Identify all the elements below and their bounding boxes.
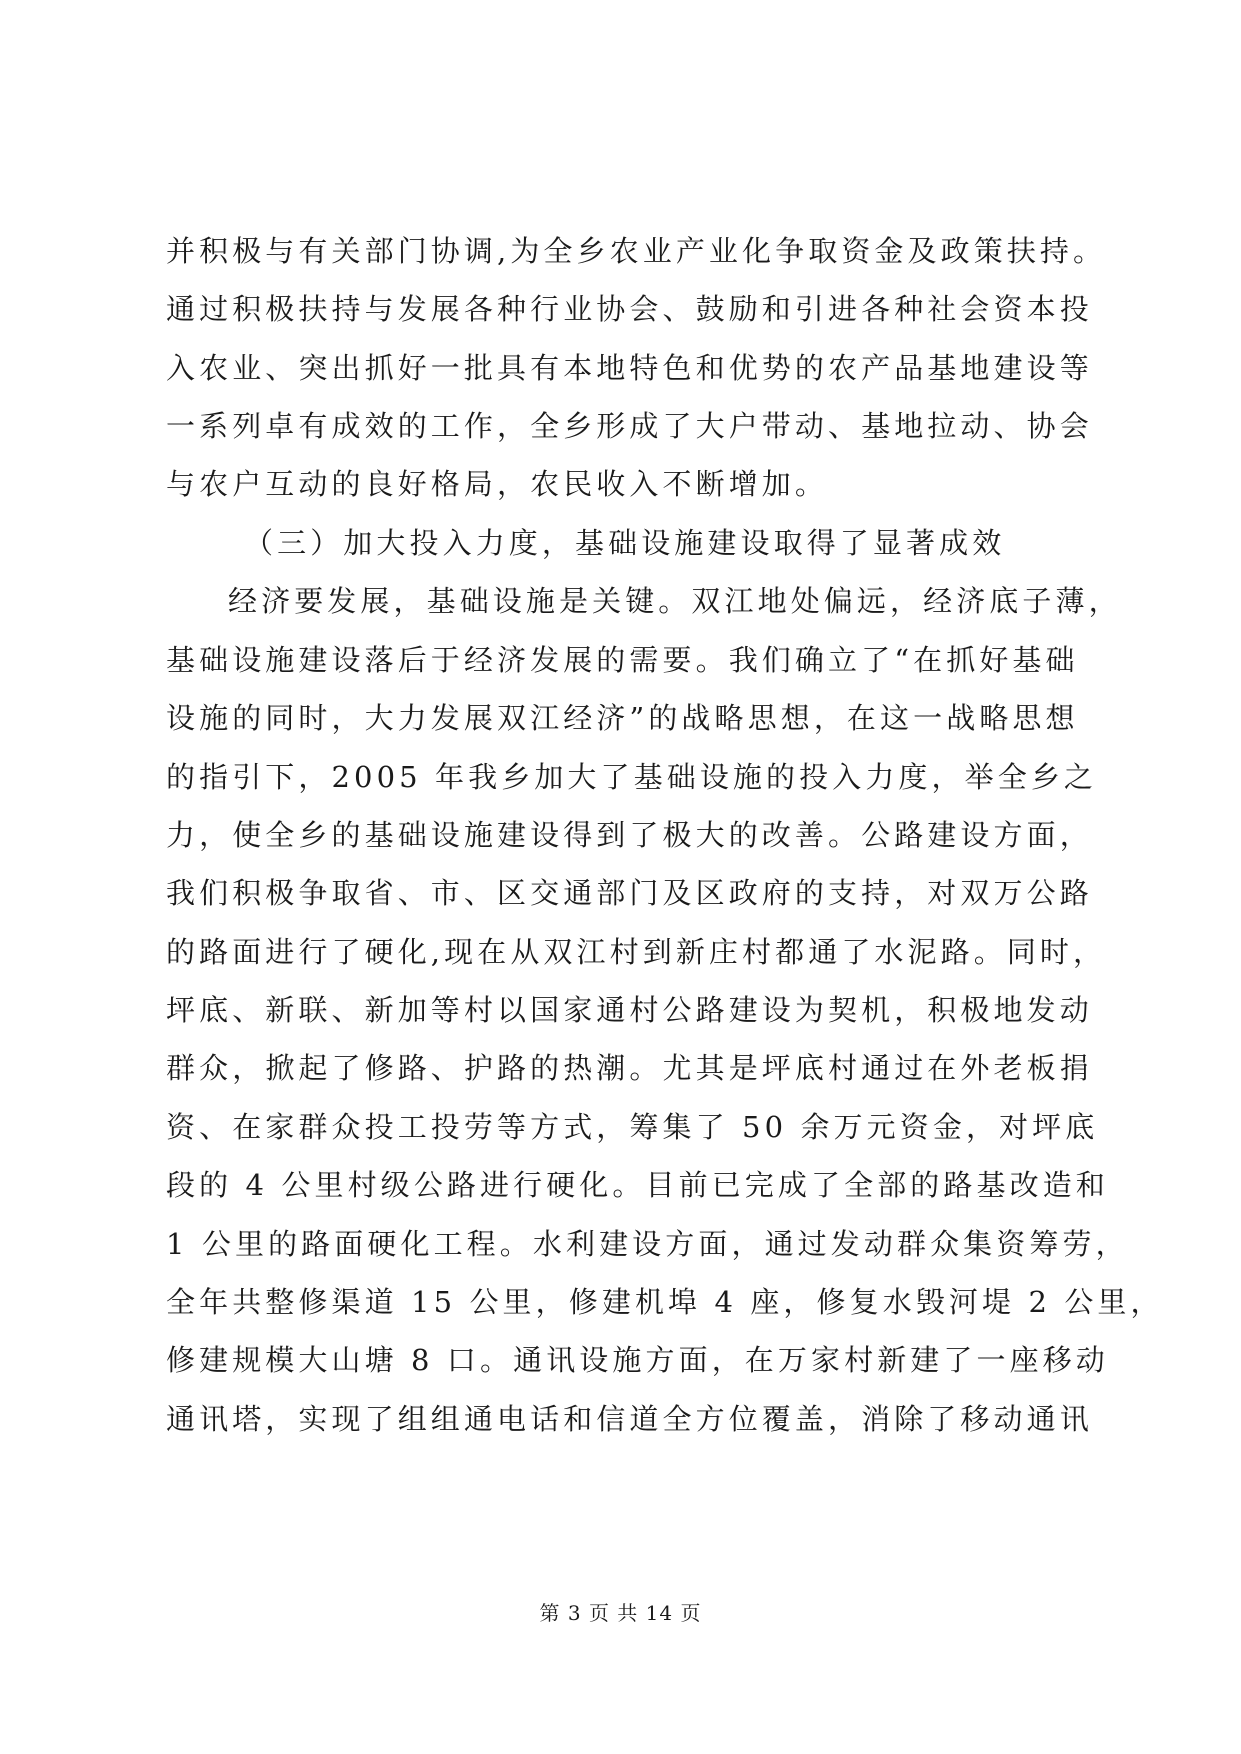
text-line: 的路面进行了硬化,现在从双江村到新庄村都通了水泥路。同时， [166, 935, 1107, 969]
text-line: 力，使全乡的基础设施建设得到了极大的改善。公路建设方面， [166, 818, 1093, 852]
text-line: 的指引下，2005 年我乡加大了基础设施的投入力度，举全乡之 [166, 760, 1098, 794]
text-line: 并积极与有关部门协调,为全乡农业产业化争取资金及政策扶持。 [166, 234, 1107, 268]
text-line: 设施的同时，大力发展双江经济”的战略思想，在这一战略思想 [166, 701, 1079, 735]
section-heading: （三）加大投入力度，基础设施建设取得了显著成效 [244, 526, 1006, 560]
text-line: 资、在家群众投工投劳等方式，筹集了 50 余万元资金，对坪底 [166, 1110, 1099, 1144]
text-line: 我们积极争取省、市、区交通部门及区政府的支持，对双万公路 [166, 876, 1093, 910]
page-footer: 第 3 页 共 14 页 [539, 1601, 702, 1625]
text-line: 入农业、突出抓好一批具有本地特色和优势的农产品基地建设等 [166, 351, 1093, 385]
text-line: 与农户互动的良好格局，农民收入不断增加。 [166, 467, 829, 501]
text-line: 1 公里的路面硬化工程。水利建设方面，通过发动群众集资筹劳， [166, 1227, 1129, 1261]
text-line: 段的 4 公里村级公路进行硬化。目前已完成了全部的路基改造和 [166, 1168, 1109, 1202]
text-line: 基础设施建设落后于经济发展的需要。我们确立了“在抓好基础 [166, 643, 1079, 677]
text-line: 坪底、新联、新加等村以国家通村公路建设为契机，积极地发动 [166, 993, 1093, 1027]
text-line: 通过积极扶持与发展各种行业协会、鼓励和引进各种社会资本投 [166, 292, 1093, 326]
text-line: 群众，掀起了修路、护路的热潮。尤其是坪底村通过在外老板捐 [166, 1051, 1093, 1085]
paragraph-first-line: 经济要发展，基础设施是关键。双江地处偏远，经济底子薄， [228, 584, 1122, 618]
text-line: 修建规模大山塘 8 口。通讯设施方面，在万家村新建了一座移动 [166, 1343, 1109, 1377]
text-line: 通讯塔，实现了组组通电话和信道全方位覆盖，消除了移动通讯 [166, 1402, 1093, 1436]
text-line: 全年共整修渠道 15 公里，修建机埠 4 座，修复水毁河堤 2 公里， [166, 1285, 1164, 1319]
text-line: 一系列卓有成效的工作，全乡形成了大户带动、基地拉动、协会 [166, 409, 1093, 443]
